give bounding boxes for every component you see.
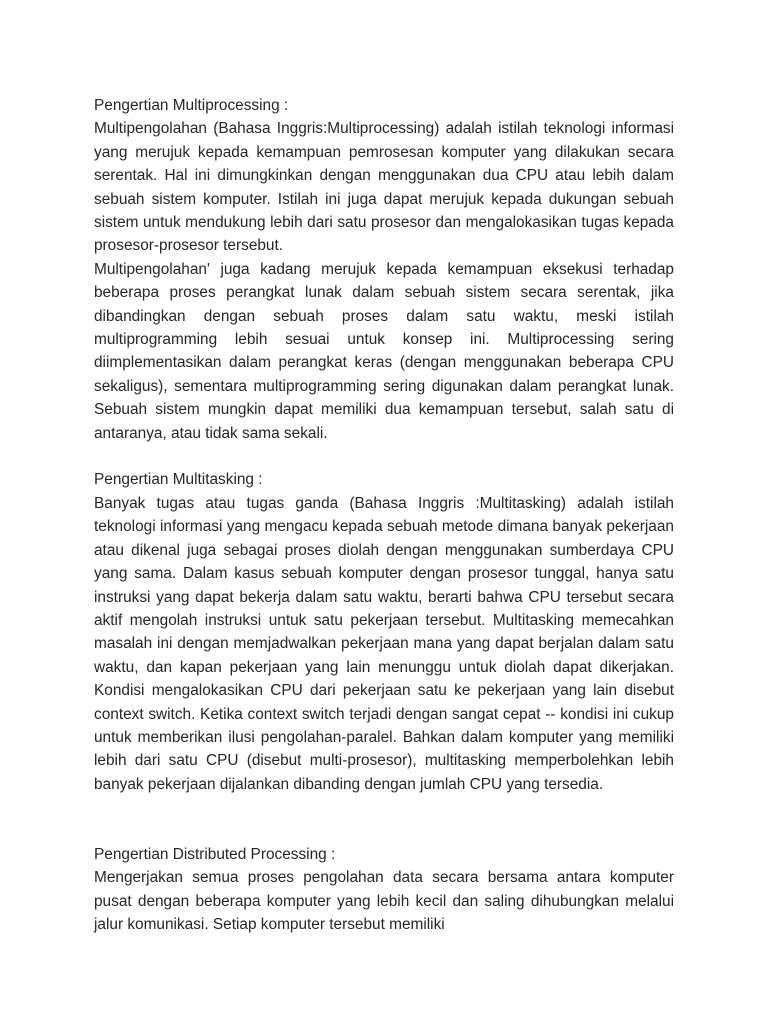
section-multiprocessing — [94, 94, 674, 445]
section-heading-multiprocessing: Pengertian Multiprocessing : — [94, 97, 289, 114]
section-spacer — [94, 796, 674, 843]
paragraph-multiprocessing-definition: Multipengolahan (Bahasa Inggris:Multiprocessing) adalah istilah teknologi informasi yang merujuk kepada kemampuan pemrosesan komputer yang dilakukan secara serentak. Hal ini dimungkinkan dengan menggunakan dua CPU atau lebih dalam sebuah sistem komputer. Istilah ini juga dapat merujuk kepada dukungan sebuah sistem untuk mendukung lebih dari satu prosesor dan mengalokasikan tugas kepada prosesor-prosesor tersebut. — [94, 120, 674, 255]
paragraph-distributed-processing-definition: Mengerjakan semua proses pengolahan data secara bersama antara komputer pusat dengan beberapa komputer yang lebih kecil dan saling dihubungkan melalui jalur komunikasi. Setiap komputer tersebut memiliki — [94, 869, 674, 934]
section-distributed-processing — [94, 843, 674, 937]
paragraph-multitasking-definition: Banyak tugas atau tugas ganda (Bahasa Inggris :Multitasking) adalah istilah teknologi informasi yang mengacu kepada sebuah metode dimana banyak pekerjaan atau dikenal juga sebagai proses diolah dengan menggunakan sumberdaya CPU yang sama. Dalam kasus sebuah komputer dengan prosesor tunggal, hanya satu instruksi yang dapat bekerja dalam satu waktu, berarti bahwa CPU tersebut secara aktif mengolah instruksi untuk satu pekerjaan tersebut. Multitasking memecahkan masalah ini dengan memjadwalkan pekerjaan mana yang dapat berjalan dalam satu waktu, dan kapan pekerjaan yang lain menunggu untuk diolah dapat dikerjakan. Kondisi mengalokasikan CPU dari pekerjaan satu ke pekerjaan yang lain disebut context switch. Ketika context switch terjadi dengan sangat cepat -- kondisi ini cukup untuk memberikan ilusi pengolahan-paralel. Bahkan dalam komputer yang memiliki lebih dari satu CPU (disebut multi-prosesor), multitasking memperbolehkan lebih banyak pekerjaan dijalankan dibanding dengan jumlah CPU yang tersedia. — [94, 494, 674, 793]
section-multitasking — [94, 468, 674, 796]
section-heading-multitasking: Pengertian Multitasking : — [94, 471, 263, 489]
document-page — [94, 94, 674, 937]
paragraph-multiprocessing-detail: Multipengolahan' juga kadang merujuk kepada kemampuan eksekusi terhadap beberapa proses perangkat lunak dalam sebuah sistem secara serentak, jika dibandingkan dengan sebuah proses dalam satu waktu, meski istilah multiprogramming lebih sesuai untuk konsep ini. Multiprocessing sering diimplementasikan dalam perangkat keras (dengan menggunakan beberapa CPU sekaligus), sementara multiprogramming sering digunakan dalam perangkat lunak. Sebuah sistem mungkin dapat memiliki dua kemampuan tersebut, salah satu di antaranya, atau tidak sama sekali. — [94, 260, 674, 442]
section-spacer — [94, 445, 674, 468]
section-heading-distributed-processing: Pengertian Distributed Processing : — [94, 845, 336, 863]
